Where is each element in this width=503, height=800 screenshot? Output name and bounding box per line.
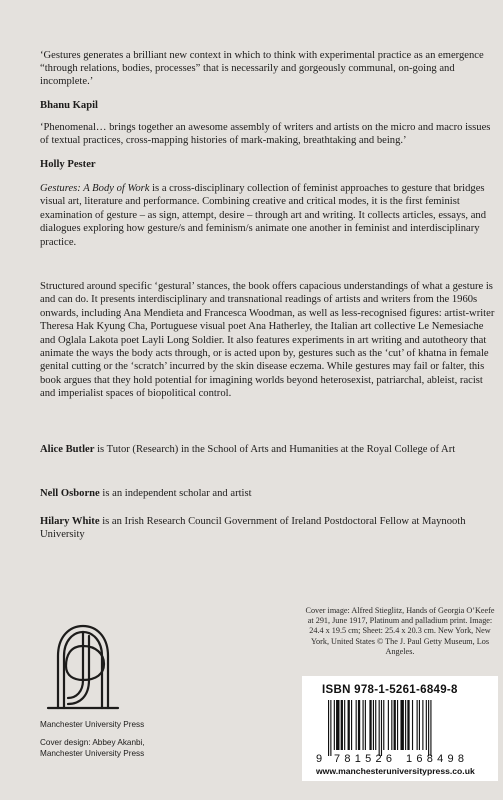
quote-text: ‘Gestures generates a brilliant new context in which to think with experimental practice as an emergence “through relations, bodies, processes” that is necessarily and gorgeously communal, on-going and incomplete.’ <box>40 49 484 88</box>
editor-name: Hilary White <box>40 516 100 527</box>
barcode-icon <box>316 700 486 764</box>
editor-name: Alice Butler <box>40 444 95 455</box>
editor-bio: is Tutor (Research) in the School of Arts and Humanities at the Royal College of Art <box>94 444 456 455</box>
mup-monogram-logo <box>40 622 126 710</box>
isbn-number: ISBN 978-1-5261-6849-8 <box>322 684 458 696</box>
editor-bio: is an independent scholar and artist <box>99 488 252 499</box>
editor-bio-2 <box>40 487 498 500</box>
description-text: Structured around specific ‘gestural’ stances, the book offers capacious understandings of what a gesture is and can do. It presents interdisciplinary and transnational readings of artists and writers from the 1960s onwards, including Ana Mendieta and Francesca Woodman, as well as less-recognised figures: artist-writer Theresa Hak Kyung Cha, Portuguese visual poet Ana Hatherley, the Italian art collective Le Nemesiache and Oglala Lakota poet Layli Long Soldier. It also features experiments in art writing and autotheory that animate the ways the body acts through, or is acted upon by, gestures such as the ‘cut’ of khatna in female genital cutting or the ‘scratch’ incurred by the skin disease eczema. While gestures may fail or falter, this book argues that they hold potential for imagining worlds beyond heterosexist, patriarchal, ableist, racist and imperialist spaces of biopolitical control. <box>40 281 495 400</box>
barcode-digits-right: 168498 <box>406 753 464 764</box>
publisher-name: Manchester University Press <box>40 720 145 729</box>
cover-design-line: Manchester University Press <box>40 749 145 758</box>
barcode-digit: 9 <box>316 753 323 764</box>
editor-bio: is an Irish Research Council Government of Ireland Postdoctoral Fellow at Maynooth University <box>40 516 466 541</box>
quote-author: Bhanu Kapil <box>40 100 99 112</box>
isbn-barcode-panel <box>302 676 498 781</box>
publisher-website: www.manchesteruniversitypress.co.uk <box>316 766 475 776</box>
editor-bio-3 <box>40 515 498 542</box>
description-paragraph-1 <box>40 182 498 249</box>
book-title: Gestures: A Body of Work <box>40 183 150 194</box>
barcode-digits-left: 781526 <box>334 753 392 764</box>
cover-image-credit: Cover image: Alfred Stieglitz, Hands of Georgia O’Keefe at 291, June 1917, Platinum and palladium print. Image: 24.4 x 19.5 cm; Sheet: 25.4 x 20.3 cm. New York, New York, United States © The J. Paul Getty Museum, Los Angeles. <box>305 606 495 656</box>
editor-name: Nell Osborne <box>40 488 100 499</box>
quote-author: Holly Pester <box>40 159 96 170</box>
quote-text: ‘Phenomenal… brings together an awesome assembly of writers and artists on the micro and macro issues of textual practices, cross-mapping histories of mark-making, breathtaking and being.’ <box>40 121 491 146</box>
editor-bio-1 <box>40 443 498 456</box>
description-text: is a cross-disciplinary collection of feminist approaches to gesture that bridges visual art, literature and performance. Combining creative and critical modes, it is the first feminist examination of gesture – as sign, attempt, desire – through art and writing. It collects articles, essays, and dialogues exploring how gesture/s and feminism/s animate one another in feminist and interdisciplinary practice. <box>40 183 486 248</box>
cover-design-credit <box>40 737 145 759</box>
cover-design-line: Cover design: Abbey Akanbi, <box>40 738 145 747</box>
endorsement-quote-2 <box>40 110 498 182</box>
description-paragraph-2 <box>40 280 498 401</box>
